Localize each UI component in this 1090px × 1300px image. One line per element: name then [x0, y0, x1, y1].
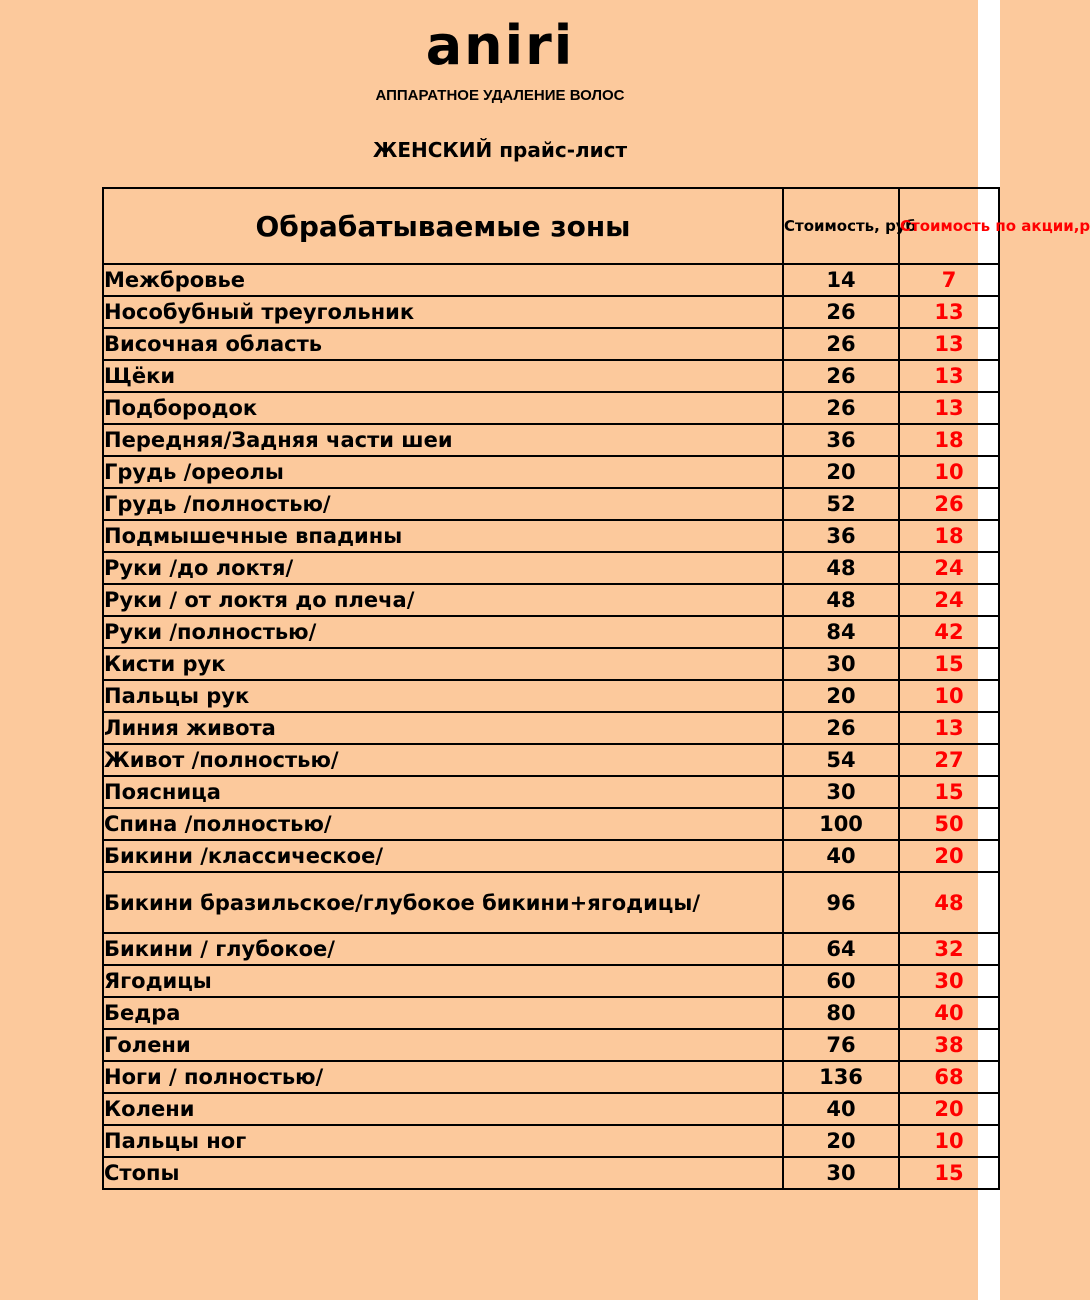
table-row [103, 648, 999, 680]
table-row [103, 392, 999, 424]
table-row [103, 712, 999, 744]
promo-price-cell: 20 [899, 840, 999, 872]
price-list-title: ЖЕНСКИЙ прайс-лист [372, 138, 628, 162]
table-row [103, 965, 999, 997]
zone-cell: Пальцы рук [103, 680, 783, 712]
zone-cell: Поясница [103, 776, 783, 808]
price-cell: 64 [783, 933, 899, 965]
table-row [103, 296, 999, 328]
price-cell: 48 [783, 584, 899, 616]
zone-cell: Грудь /ореолы [103, 456, 783, 488]
service-subtitle: АППАРАТНОЕ УДАЛЕНИЕ ВОЛОС [375, 87, 625, 104]
price-cell: 54 [783, 744, 899, 776]
zone-column-header: Обрабатываемые зоны [103, 188, 783, 264]
zone-cell: Колени [103, 1093, 783, 1125]
promo-price-cell: 13 [899, 360, 999, 392]
price-cell: 26 [783, 712, 899, 744]
table-row [103, 744, 999, 776]
zone-cell: Спина /полностью/ [103, 808, 783, 840]
promo-price-cell: 50 [899, 808, 999, 840]
price-cell: 26 [783, 296, 899, 328]
price-cell: 60 [783, 965, 899, 997]
table-row [103, 1157, 999, 1189]
price-cell: 14 [783, 264, 899, 296]
price-cell: 20 [783, 1125, 899, 1157]
zone-cell: Руки /до локтя/ [103, 552, 783, 584]
brand-logo: aniri [425, 14, 575, 77]
zone-cell: Межбровье [103, 264, 783, 296]
price-cell: 96 [783, 872, 899, 933]
table-row [103, 488, 999, 520]
promo-price-cell: 27 [899, 744, 999, 776]
table-row [103, 264, 999, 296]
promo-price-cell: 40 [899, 997, 999, 1029]
table-row [103, 1061, 999, 1093]
zone-cell: Линия живота [103, 712, 783, 744]
promo-price-cell: 24 [899, 584, 999, 616]
table-row [103, 776, 999, 808]
table-row [103, 360, 999, 392]
price-cell: 26 [783, 360, 899, 392]
price-cell: 36 [783, 520, 899, 552]
promo-price-cell: 20 [899, 1093, 999, 1125]
zone-cell: Руки /полностью/ [103, 616, 783, 648]
table-row [103, 840, 999, 872]
table-row [103, 808, 999, 840]
price-cell: 52 [783, 488, 899, 520]
price-table-body [103, 264, 999, 1189]
promo-price-cell: 42 [899, 616, 999, 648]
table-row [103, 933, 999, 965]
price-cell: 30 [783, 648, 899, 680]
table-row [103, 1093, 999, 1125]
promo-price-cell: 38 [899, 1029, 999, 1061]
price-cell: 36 [783, 424, 899, 456]
zone-cell: Подмышечные впадины [103, 520, 783, 552]
price-cell: 30 [783, 1157, 899, 1189]
zone-cell: Пальцы ног [103, 1125, 783, 1157]
promo-price-cell: 10 [899, 456, 999, 488]
promo-price-cell: 68 [899, 1061, 999, 1093]
promo-price-cell: 13 [899, 392, 999, 424]
promo-price-cell: 13 [899, 712, 999, 744]
zone-cell: Бикини /классическое/ [103, 840, 783, 872]
table-header-row [103, 188, 999, 264]
table-row [103, 1125, 999, 1157]
promo-price-cell: 48 [899, 872, 999, 933]
zone-cell: Ноги / полностью/ [103, 1061, 783, 1093]
table-row [103, 584, 999, 616]
price-table [102, 187, 1090, 1190]
price-cell: 20 [783, 456, 899, 488]
promo-price-cell: 26 [899, 488, 999, 520]
promo-price-cell: 15 [899, 1157, 999, 1189]
price-cell: 76 [783, 1029, 899, 1061]
zone-cell: Бикини бразильское/глубокое бикини+ягодицы/ [103, 872, 783, 933]
promo-price-cell: 13 [899, 328, 999, 360]
table-row [103, 872, 999, 933]
table-row [103, 680, 999, 712]
promo-price-cell: 13 [899, 296, 999, 328]
table-row [103, 456, 999, 488]
price-cell: 30 [783, 776, 899, 808]
zone-cell: Передняя/Задняя части шеи [103, 424, 783, 456]
price-cell: 26 [783, 328, 899, 360]
promo-price-cell: 32 [899, 933, 999, 965]
zone-cell: Руки / от локтя до плеча/ [103, 584, 783, 616]
table-row [103, 616, 999, 648]
zone-cell: Бедра [103, 997, 783, 1029]
promo-price-cell: 18 [899, 424, 999, 456]
zone-cell: Грудь /полностью/ [103, 488, 783, 520]
price-cell: 84 [783, 616, 899, 648]
table-row [103, 520, 999, 552]
promo-price-cell: 15 [899, 776, 999, 808]
zone-cell: Кисти рук [103, 648, 783, 680]
zone-cell: Щёки [103, 360, 783, 392]
zone-cell: Нособубный треугольник [103, 296, 783, 328]
price-cell: 40 [783, 840, 899, 872]
promo-price-column-header: Стоимость по акции,р [899, 188, 999, 264]
price-cell: 100 [783, 808, 899, 840]
zone-cell: Живот /полностью/ [103, 744, 783, 776]
promo-price-cell: 10 [899, 680, 999, 712]
price-cell: 40 [783, 1093, 899, 1125]
promo-price-cell: 15 [899, 648, 999, 680]
table-row [103, 997, 999, 1029]
table-row [103, 1029, 999, 1061]
price-cell: 20 [783, 680, 899, 712]
zone-cell: Голени [103, 1029, 783, 1061]
price-cell: 80 [783, 997, 899, 1029]
price-cell: 48 [783, 552, 899, 584]
zone-cell: Височная область [103, 328, 783, 360]
table-row [103, 424, 999, 456]
zone-cell: Бикини / глубокое/ [103, 933, 783, 965]
price-column-header: Стоимость, руб [783, 188, 899, 264]
table-row [103, 328, 999, 360]
price-cell: 136 [783, 1061, 899, 1093]
zone-cell: Стопы [103, 1157, 783, 1189]
zone-cell: Подбородок [103, 392, 783, 424]
table-row [103, 552, 999, 584]
promo-price-cell: 18 [899, 520, 999, 552]
promo-price-cell: 24 [899, 552, 999, 584]
promo-price-cell: 10 [899, 1125, 999, 1157]
zone-cell: Ягодицы [103, 965, 783, 997]
price-cell: 26 [783, 392, 899, 424]
promo-price-cell: 30 [899, 965, 999, 997]
promo-price-cell: 7 [899, 264, 999, 296]
